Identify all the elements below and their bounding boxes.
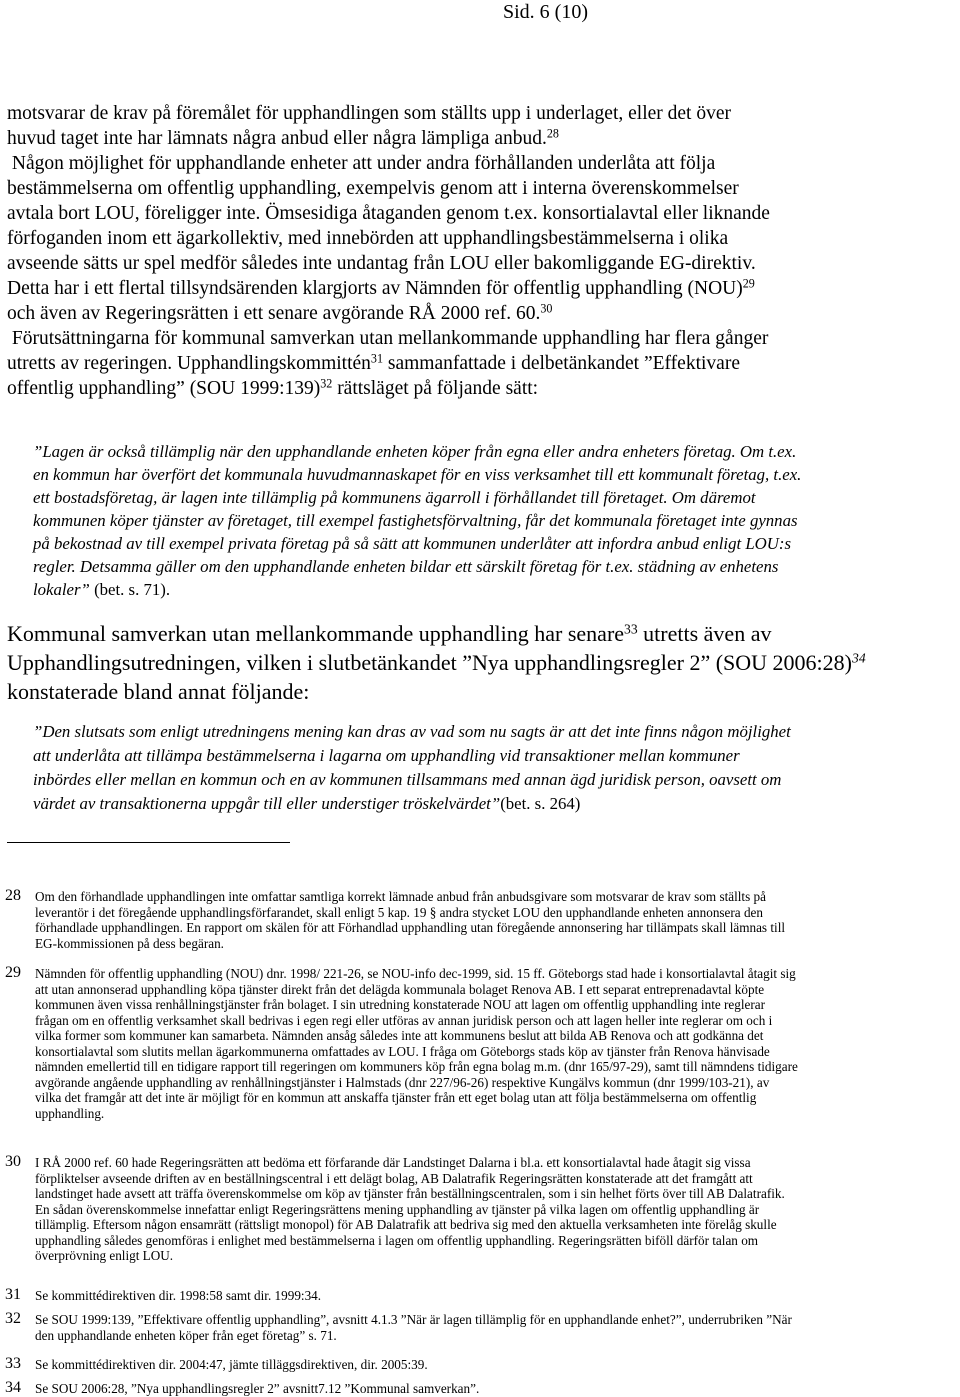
footnote-ref-28[interactable]: 28 [546, 126, 559, 141]
quote-line: regler. Detsamma gäller om den upphandlande enheten bildar ett särskilt företag för t.ex. städning av enhetens [33, 557, 779, 576]
footnote-line: Se kommittédirektiven dir. 1998:58 samt dir. 1999:34. [35, 1288, 322, 1303]
footnote-ref-34[interactable]: 34 [852, 650, 866, 666]
footnote-line: frågan om en offentlig verksamhet skall bedrivas i egen regi eller utföras av annan juridisk person och att lagen heller inte reglerar om och i [35, 1012, 773, 1028]
quote-line: lokaler” (bet. s. 71). [33, 580, 171, 599]
footnote-line: vilka det framgår att det inte är möjligt för en kommun att anskaffa tjänster från ett eget bolag utan att följa bestämmelserna om offentlig [35, 1090, 757, 1105]
quote-line: en kommun har överfört det kommunala huvudmannaskapet för en viss verksamhet till ett kommunalt företag, t.ex. [33, 465, 802, 484]
footnote-line: upphandling således genomföras i enlighet med bestämmelserna i lagen om offentlig upphandling. Regeringsrätten biföll därför talan om [35, 1232, 759, 1248]
body-line: huvud taget inte har lämnats några anbud eller några lämpliga anbud.$^{28}$ [7, 126, 559, 149]
footnote-number: 32 [5, 1310, 21, 1327]
footnote-line: En sådan överenskommelse innefattar enligt Regeringsrättens mening upphandling av tjänster på vilka lagen om offentlig upphandling är [35, 1201, 760, 1217]
body-line: Kommunal samverkan utan mellankommande upphandling har senare$^{33}$ utretts även av [7, 621, 772, 646]
body-line: bestämmelserna om offentlig upphandling, exempelvis genom att i interna överenskommelser [7, 178, 739, 199]
quote-line: ett bostadsföretag, är lagen inte tillämplig på kommunens ägarroll i förhållandet till företaget. Om däremot [33, 488, 756, 507]
quote-reference: (bet. s. 264) [500, 794, 581, 813]
body-line: Detta har i ett flertal tillsyndsärenden klargjorts av Nämnden för offentlig upphandling (NOU)$^{29}$ [7, 276, 755, 299]
quote-line: ”Lagen är också tillämplig när den upphandlande enheten köper från egna eller andra enheters företag. Om t.ex. [33, 442, 797, 461]
footnote-ref-32[interactable]: 32 [320, 376, 333, 391]
body-line: motsvarar de krav på föremålet för upphandlingen som ställts upp i underlaget, eller det över [7, 103, 731, 124]
footnote-number: 29 [5, 964, 21, 981]
quote-line: värdet av transaktionerna uppgår till eller understiger tröskelvärdet”(bet. s. 264) [33, 794, 581, 813]
body-line: utretts av regeringen. Upphandlingskommittén$^{31}$ sammanfattade i delbetänkandet ”Effektivare [7, 351, 740, 374]
footnote-ref-29[interactable]: 29 [742, 276, 755, 291]
footnote-number: 34 [5, 1379, 21, 1396]
footnote-number: 28 [5, 887, 21, 904]
quote-line: inbördes eller mellan en kommun och en av kommunen tillsammans med annan ägd juridisk person, oavsett om [33, 770, 782, 789]
footnote-line: Se kommittédirektiven dir. 2004:47, jämte tilläggsdirektiven, dir. 2005:39. [35, 1357, 428, 1372]
footnote-line: kommunen även vissa renhållningstjänster från bolaget. I sin utredning konstaterade NOU att lagen om offentlig upphandling inte reglerar [35, 997, 765, 1012]
footnote-line: nämnden emellertid till en tidigare rapport till regeringen om kommuners köp från egna bolag m.m. (dnr 165/97-29), samt till nämndens tidigare [35, 1059, 798, 1074]
quote-line: att underlåta att tillämpa bestämmelserna i lagarna om upphandling vid transaktioner mellan kommuner [33, 746, 740, 765]
quote-line: ”Den slutsats som enligt utredningens mening kan dras av vad som nu sagts är att det inte finns någon möjlighet [33, 722, 791, 741]
body-line: Upphandlingsutredningen, vilken i slutbetänkandet ”Nya upphandlingsregler 2” (SOU 2006:28)$^{34}$ [7, 650, 866, 675]
footnote-line: Se SOU 1999:139, ”Effektivare offentlig upphandling”, avsnitt 4.1.3 ”När är lagen tillämplig för en upphandlande enhet?”, underrubriken ”När [35, 1312, 792, 1327]
footnote-line: den upphandlande enheten köper från eget företag” s. 71. [35, 1327, 337, 1343]
page-number-header: Sid. 6 (10) [503, 1, 588, 23]
footnote-ref-31[interactable]: 31 [370, 351, 383, 366]
body-line: förfoganden inom ett ägarkollektiv, med innebörden att upphandlingsbestämmelserna i olika [7, 228, 729, 249]
footnote-line: tillämplig. Eftersom någon ensamrätt (rättsligt monopol) för AB Dalatrafik att bedriva sig med den aktuella verksamheten inte förelåg skulle [35, 1217, 777, 1232]
footnote-line: leverantör i det föregående upphandlingsförfarandet, skall enligt 5 kap. 19 § andra stycket LOU den upphandlande enheten annonsera den [35, 904, 763, 920]
footnote-line: att utan annonserad upphandling köpa tjänster direkt från det delägda kommunala bolaget Renova AB. I ett separat entreprenadavtal köpte [35, 981, 765, 997]
footnote-line: I RÅ 2000 ref. 60 hade Regeringsrätten att bedöma ett förfarande där Landstinget Dalarna i bl.a. ett konsortialavtal hade åtagit sig vissa [35, 1155, 751, 1170]
quote-line: på bekostnad av till exempel privata företag på så sätt att kommunen underlåter att infordra anbud enligt LOU:s [33, 534, 792, 553]
quote-reference: (bet. s. 71). [89, 580, 171, 599]
footnote-line: avgörande angående upphandling av renhållningstjänster i Halmstads (dnr 227/96-26) respektive Kungälvs kommun (dnr 1999/103-21), av [35, 1074, 770, 1090]
footnote-line: upphandling. [35, 1105, 105, 1121]
footnote-separator [7, 842, 290, 843]
footnote-line: EG-kommissionen på dess begäran. [35, 935, 224, 951]
footnote-line: Se SOU 2006:28, ”Nya upphandlingsregler 2” avsnitt7.12 ”Kommunal samverkan”. [35, 1381, 480, 1396]
body-line: Någon möjlighet för upphandlande enheter att under andra förhållanden underlåta att följa [7, 153, 716, 174]
footnote-number: 33 [5, 1355, 21, 1372]
footnote-ref-30[interactable]: 30 [540, 301, 553, 316]
footnote-ref-33[interactable]: 33 [624, 621, 638, 637]
footnote-line: Nämnden för offentlig upphandling (NOU) dnr. 1998/ 221-26, se NOU-info dec-1999, sid. 15 ff. Göteborgs stad hade i konsortialavtal åtagit sig [35, 966, 796, 981]
footnote-line: Om den förhandlade upphandlingen inte omfattar samtliga korrekt lämnade anbud från anbudsgivare som motsvarar de krav som ställts på [35, 889, 766, 904]
body-line: och även av Regeringsrätten i ett senare avgörande RÅ 2000 ref. 60.30 [7, 301, 553, 324]
footnote-line: förhandlade upphandlingen. En rapport om skälen för att Förhandlad upphandling utan föregående annonsering har tillämpats skall lämnas till [35, 920, 786, 935]
footnote-line: förpliktelser avseende driften av en beställningscentral i ett delägt bolag, AB Dalatrafik Regeringsrätten konstaterade att det framgått att [35, 1170, 753, 1186]
quote-line: kommunen köper tjänster av företaget, till exempel fastighetsförvaltning, får det kommunala företaget inte gynnas [33, 511, 798, 530]
body-line: avtala bort LOU, föreligger inte. Ömsesidiga åtaganden genom t.ex. konsortialavtal eller liknande [7, 203, 770, 224]
body-line: Förutsättningarna för kommunal samverkan utan mellankommande upphandling har flera gånger [7, 328, 769, 349]
body-line: avseende sätts ur spel medför således inte undantag från LOU eller bakomliggande EG-direktiv. [7, 253, 756, 274]
body-line: konstaterade bland annat följande: [7, 679, 310, 704]
footnote-line: landstinget hade avsett att träffa överenskommelse om köp av tjänster från beställningscentralen, som i sin helhet förts över till AB Dalatrafik. [35, 1186, 785, 1201]
footnote-line: vilka former som kommuner kan samarbeta. Nämnden ansåg således inte att kommunens beslut att bilda AB Renova och att godkänna det [35, 1028, 764, 1043]
footnote-number: 31 [5, 1286, 21, 1303]
footnote-line: överprövning enligt LOU. [35, 1248, 174, 1263]
body-line: offentlig upphandling” (SOU 1999:139)$^{32}$ rättsläget på följande sätt: [7, 376, 539, 399]
footnote-number: 30 [5, 1153, 21, 1170]
footnote-line: konsortialavtal som slutits mellan ägarkommunerna omfattades av LOU. I fråga om Göteborgs stads köp av tjänster från Renova hänvisade [35, 1043, 770, 1059]
